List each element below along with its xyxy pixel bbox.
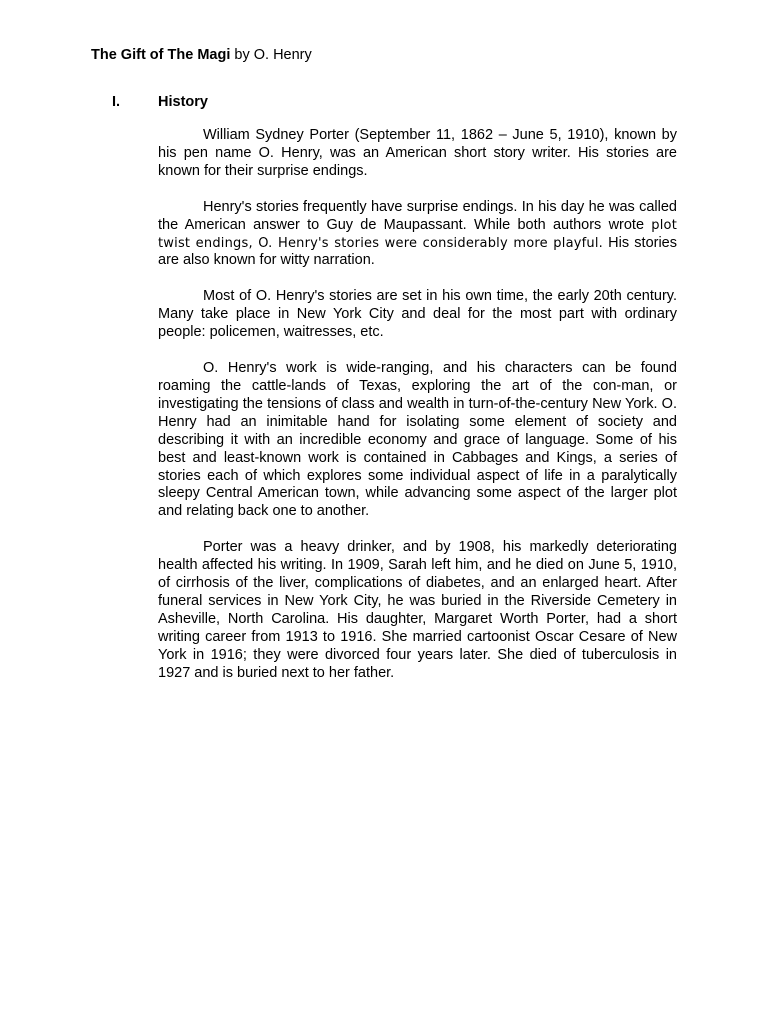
section-heading xyxy=(112,93,208,111)
document-body xyxy=(158,127,677,700)
paragraph-intro: William Sydney Porter (September 11, 1862 – June 5, 1910), known by his pen name O. Henry, was an American short story writer. His stories are known for their surprise endings. xyxy=(158,127,677,179)
section-numeral: I. xyxy=(112,94,121,110)
paragraph-surprise-part1: Henry's stories frequently have surprise endings. In his day he was called the American answer to Guy de Maupassant. While both authors wrote xyxy=(158,198,677,233)
document-title xyxy=(91,46,312,64)
paragraph-surprise-part2: plot twist endings, O. Henry's stories were considerably more playful. xyxy=(158,217,677,251)
paragraph-surprise-endings xyxy=(158,199,677,271)
paragraph-setting: Most of O. Henry's stories are set in his own time, the early 20th century. Many take place in New York City and deal for the most part with ordinary people: policemen, waitresses, etc. xyxy=(158,288,677,341)
document-title-author: by O. Henry xyxy=(230,47,312,63)
paragraph-surprise-part3: His stories are also known for witty narration. xyxy=(158,234,677,269)
document-title-bold: The Gift of The Magi xyxy=(91,47,231,63)
paragraph-work: O. Henry's work is wide-ranging, and his characters can be found roaming the cattle-lands of Texas, exploring the art of the con-man, or investigating the tensions of class and wealth in turn-of-the-century New York. O. Henry had an inimitable hand for isolating some element of society and describing it with an incredible economy and grace of language. Some of his best and least-known work is contained in Cabbages and Kings, a series of stories each of which explores some individual aspect of life in a paralytically sleepy Central American town, while advancing some aspect of the larger plot and relating back one to another. xyxy=(158,360,677,520)
paragraph-later-life: Porter was a heavy drinker, and by 1908, his markedly deteriorating health affected his writing. In 1909, Sarah left him, and he died on June 5, 1910, of cirrhosis of the liver, complications of diabetes, and an enlarged heart. After funeral services in New York City, he was buried in the Riverside Cemetery in Asheville, North Carolina. His daughter, Margaret Worth Porter, had a short writing career from 1913 to 1916. She married cartoonist Oscar Cesare of New York in 1916; they were divorced four years later. She died of tuberculosis in 1927 and is buried next to her father. xyxy=(158,539,677,681)
section-heading-text: History xyxy=(158,94,208,110)
